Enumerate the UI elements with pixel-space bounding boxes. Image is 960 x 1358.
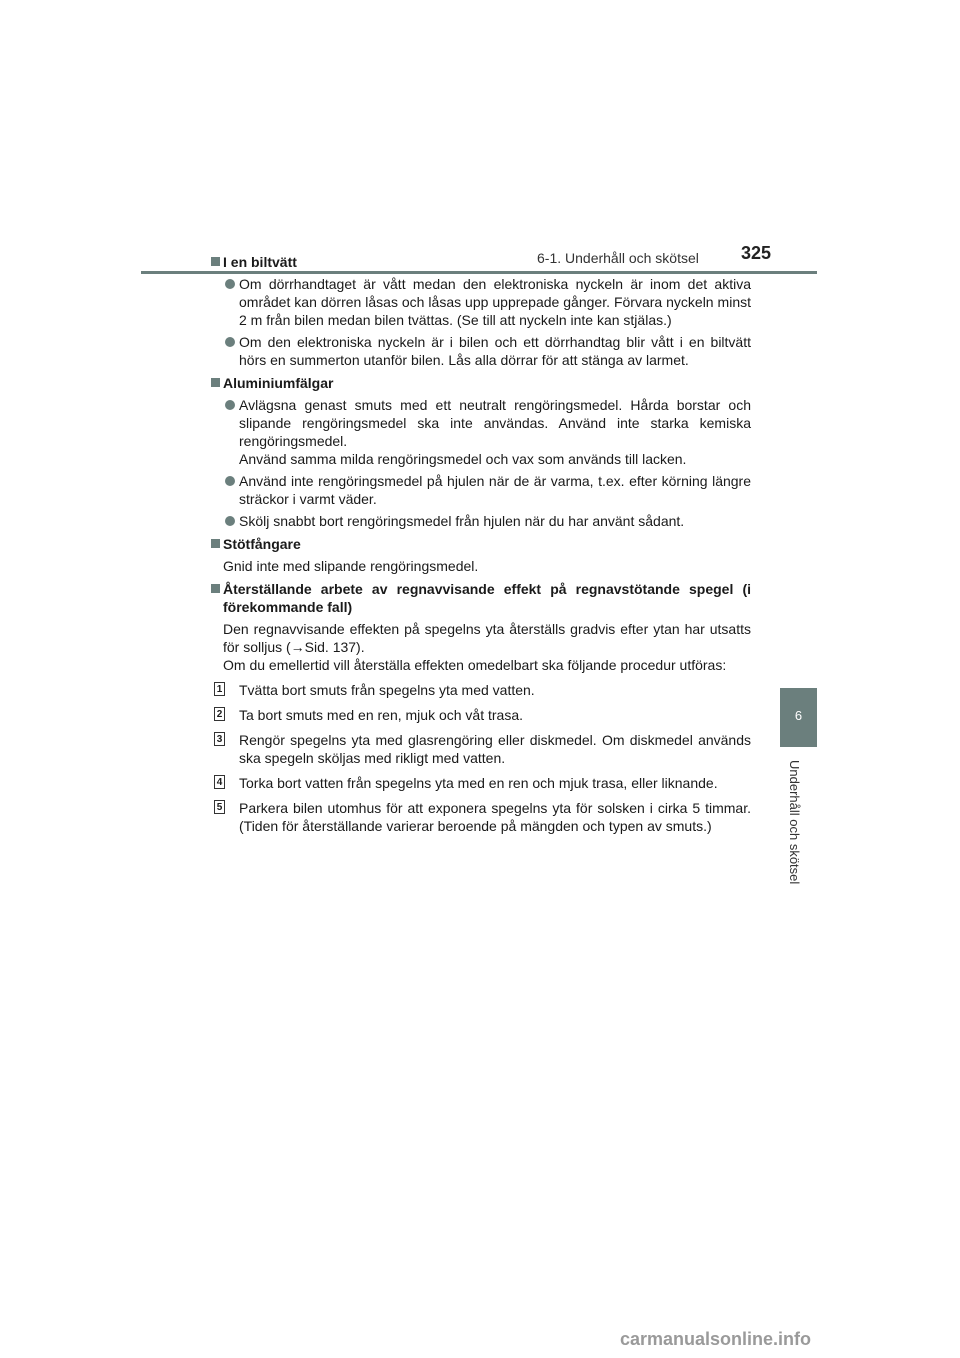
- section-regnavvisande: [209, 580, 751, 835]
- list-item: [223, 512, 751, 530]
- paragraph: Den regnavvisande effekten på spegelns yta återställs gradvis efter ytan har utsatts för solljus (→Sid. 137).: [223, 621, 751, 655]
- step-number: 5: [214, 800, 225, 814]
- step-number: 4: [214, 775, 225, 789]
- step-item: [216, 706, 751, 724]
- step-text: Torka bort vatten från spegelns yta med en ren och mjuk trasa, eller liknande.: [239, 775, 718, 791]
- step-item: [216, 799, 751, 835]
- circle-bullet-icon: [225, 279, 235, 289]
- step-number: 1: [214, 682, 225, 696]
- circle-bullet-icon: [225, 337, 235, 347]
- section-title: I en biltvätt: [223, 254, 297, 270]
- step-text: Tvätta bort smuts från spegelns yta med vatten.: [239, 682, 535, 698]
- section-aluminiumfalgar: [209, 374, 751, 530]
- paragraph: Om du emellertid vill återställa effekten omedelbart ska följande procedur utföras:: [223, 657, 727, 673]
- header-section-title: 6-1. Underhåll och skötsel: [537, 250, 699, 266]
- section-body: [223, 557, 751, 575]
- list-item-text: Om dörrhandtaget är vått medan den elektroniska nyckeln är inom det aktiva området kan dörren låsas och låsas upp upprepade gånger. Förvara nyckeln minst 2 m från bilen medan bilen tvättas. (Se till att nyckeln inte kan stjälas.): [239, 276, 751, 328]
- list-item-text: Avlägsna genast smuts med ett neutralt rengöringsmedel. Hårda borstar och slipande rengöringsmedel ska inte användas. Använd inte starka kemiska rengöringsmedel.: [239, 397, 751, 449]
- square-bullet-icon: [211, 539, 220, 548]
- step-text: Parkera bilen utomhus för att exponera spegelns yta för solsken i cirka 5 timmar. (Tiden för återställande varierar beroende på mängden och typen av smuts.): [239, 800, 751, 834]
- section-stotfangare: [209, 535, 751, 575]
- step-text: Ta bort smuts med en ren, mjuk och våt trasa.: [239, 707, 524, 723]
- step-number: 3: [214, 732, 225, 746]
- section-body: [223, 620, 751, 674]
- list-item: [223, 396, 751, 468]
- square-bullet-icon: [211, 584, 220, 593]
- list-item: [223, 333, 751, 369]
- page-content: [209, 253, 751, 840]
- step-item: [216, 774, 751, 792]
- chapter-tab-number: 6: [794, 708, 803, 723]
- list-item-text: Använd samma milda rengöringsmedel och vax som används till lacken.: [239, 451, 687, 467]
- list-item: [223, 275, 751, 329]
- watermark: carmanualsonline.info: [620, 1329, 812, 1349]
- section-title: Återställande arbete av regnavvisande effekt på regnavstötande spegel (i förekommande fall): [223, 581, 751, 615]
- list-item-text: Använd inte rengöringsmedel på hjulen när de är varma, t.ex. efter körning längre sträckor i varmt väder.: [239, 473, 751, 507]
- list-item-text: Skölj snabbt bort rengöringsmedel från hjulen när du har använt sådant.: [239, 513, 685, 529]
- section-title: Stötfångare: [223, 536, 301, 552]
- page-number: 325: [741, 243, 772, 263]
- list-item: [223, 472, 751, 508]
- step-item: [216, 681, 751, 699]
- step-item: [216, 731, 751, 767]
- circle-bullet-icon: [225, 476, 235, 486]
- chapter-tab-label: Underhåll och skötsel: [787, 760, 802, 885]
- paragraph: Gnid inte med slipande rengöringsmedel.: [223, 558, 479, 574]
- circle-bullet-icon: [225, 400, 235, 410]
- step-number: 2: [214, 707, 225, 721]
- square-bullet-icon: [211, 378, 220, 387]
- section-biltvatt: [209, 253, 751, 369]
- square-bullet-icon: [211, 257, 220, 266]
- circle-bullet-icon: [225, 516, 235, 526]
- section-title: Aluminiumfälgar: [223, 375, 334, 391]
- step-text: Rengör spegelns yta med glasrengöring eller diskmedel. Om diskmedel används ska spegeln sköljas med rikligt med vatten.: [239, 732, 751, 766]
- list-item-text: Om den elektroniska nyckeln är i bilen och ett dörrhandtag blir vått i en biltvätt hörs en summerton utanför bilen. Lås alla dörrar för att stänga av larmet.: [239, 334, 751, 368]
